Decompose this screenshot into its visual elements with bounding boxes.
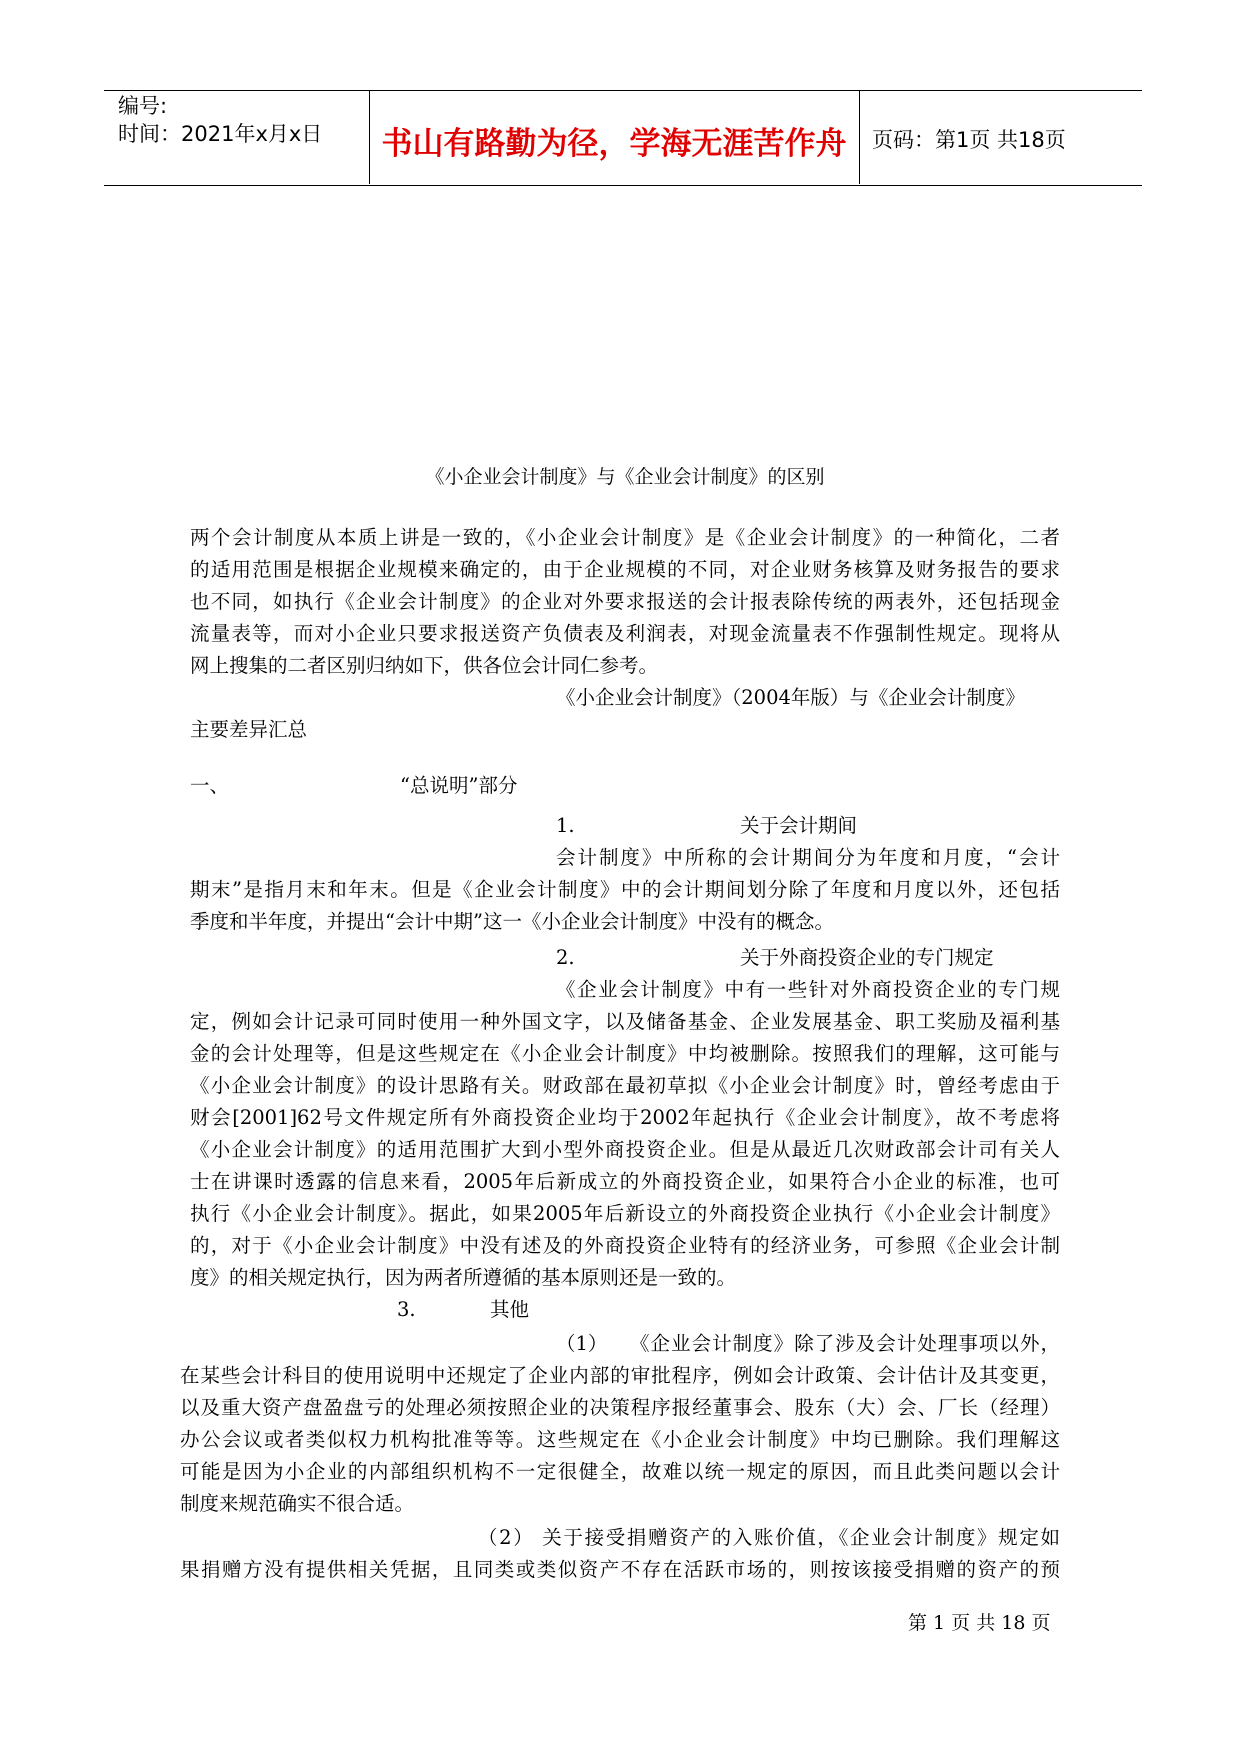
time-label: 时间：2021年x月x日 <box>118 122 323 146</box>
body-line: 定，例如会计记录可同时使用一种外国文字，以及储备基金、企业发展基金、职工奖励及福利基 <box>190 1010 1060 1033</box>
body-line: 执行《小企业会计制度》。据此，如果2005年后新设立的外商投资企业执行《小企业会计制度》 <box>190 1202 1060 1225</box>
header-page-info: 页码：第1页 共18页 <box>872 128 1066 152</box>
body-line: 流量表等，而对小企业只要求报送资产负债表及利润表，对现金流量表不作强制性规定。现将从 <box>190 622 1060 645</box>
body-line: 《小企业会计制度》（2004年版）与《企业会计制度》 <box>556 686 1025 709</box>
body-line: 期末”是指月末和年末。但是《企业会计制度》中的会计期间划分除了年度和月度以外，还包括 <box>190 878 1060 901</box>
body-line: 两个会计制度从本质上讲是一致的，《小企业会计制度》是《企业会计制度》的一种简化，二者 <box>190 526 1060 549</box>
body-line: 《企业会计制度》除了涉及会计处理事项以外， <box>630 1332 1060 1355</box>
body-line: 的适用范围是根据企业规模来确定的，由于企业规模的不同，对企业财务核算及财务报告的要求 <box>190 558 1060 581</box>
body-line: 制度来规范确实不很合适。 <box>180 1492 415 1515</box>
body-line: 也不同，如执行《企业会计制度》的企业对外要求报送的会计报表除传统的两表外，还包括现金 <box>190 590 1060 613</box>
body-line: 网上搜集的二者区别归纳如下，供各位会计同仁参考。 <box>190 654 659 677</box>
paragraph-number: （1） <box>556 1332 608 1355</box>
body-line: 《小企业会计制度》的适用范围扩大到小型外商投资企业。但是从最近几次财政部会计司有关人 <box>190 1138 1060 1161</box>
item-number: 3. <box>397 1298 416 1321</box>
body-line: 季度和半年度，并提出“会计中期”这一《小企业会计制度》中没有的概念。 <box>190 910 834 933</box>
body-line: 会计制度》中所称的会计期间分为年度和月度，“会计 <box>556 846 1060 869</box>
body-line: 办公会议或者类似权力机构批准等等。这些规定在《小企业会计制度》中均已删除。我们理解这 <box>180 1428 1060 1451</box>
body-line: 在某些会计科目的使用说明中还规定了企业内部的审批程序，例如会计政策、会计估计及其变更， <box>180 1364 1060 1387</box>
body-line: 士在讲课时透露的信息来看，2005年后新成立的外商投资企业，如果符合小企业的标准，也可 <box>190 1170 1060 1193</box>
section-title: “总说明”部分 <box>400 774 518 797</box>
body-line: 《小企业会计制度》的设计思路有关。财政部在最初草拟《小企业会计制度》时，曾经考虑由于 <box>190 1074 1060 1097</box>
header-motto: 书山有路勤为径，学海无涯苦作舟 <box>381 126 847 162</box>
item-title: 其他 <box>490 1298 530 1321</box>
body-line: 可能是因为小企业的内部组织机构不一定很健全，故难以统一规定的原因，而且此类问题以会计 <box>180 1460 1060 1483</box>
body-line: 金的会计处理等，但是这些规定在《小企业会计制度》中均被删除。按照我们的理解，这可能与 <box>190 1042 1060 1065</box>
body-line: 《企业会计制度》中有一些针对外商投资企业的专门规 <box>556 978 1060 1001</box>
body-line: （2） 关于接受捐赠资产的入账价值，《企业会计制度》规定如 <box>478 1526 1060 1549</box>
header-left-cell <box>118 92 358 148</box>
page-footer: 第 1 页 共 18 页 <box>908 1612 1051 1634</box>
body-line: 的，对于《小企业会计制度》中没有述及的外商投资企业特有的经济业务，可参照《企业会计制 <box>190 1234 1060 1257</box>
body-line: 财会[2001]62号文件规定所有外商投资企业均于2002年起执行《企业会计制度》，故不考虑将 <box>190 1106 1060 1129</box>
body-line: 以及重大资产盘盈盘亏的处理必须按照企业的决策程序报经董事会、股东（大）会、厂长（经理） <box>180 1396 1060 1419</box>
document-title: 《小企业会计制度》与《企业会计制度》的区别 <box>425 466 825 488</box>
item-title: 关于会计期间 <box>740 814 858 837</box>
body-line: 主要差异汇总 <box>190 718 308 741</box>
item-number: 2. <box>556 946 575 969</box>
section-number: 一、 <box>190 774 230 797</box>
body-line: 果捐赠方没有提供相关凭据，且同类或类似资产不存在活跃市场的，则按该接受捐赠的资产的预 <box>180 1558 1060 1581</box>
header-divider <box>859 90 860 184</box>
body-line: 度》的相关规定执行，因为两者所遵循的基本原则还是一致的。 <box>190 1266 737 1289</box>
serial-label: 编号: <box>118 94 168 118</box>
item-title: 关于外商投资企业的专门规定 <box>740 946 994 969</box>
item-number: 1. <box>556 814 575 837</box>
